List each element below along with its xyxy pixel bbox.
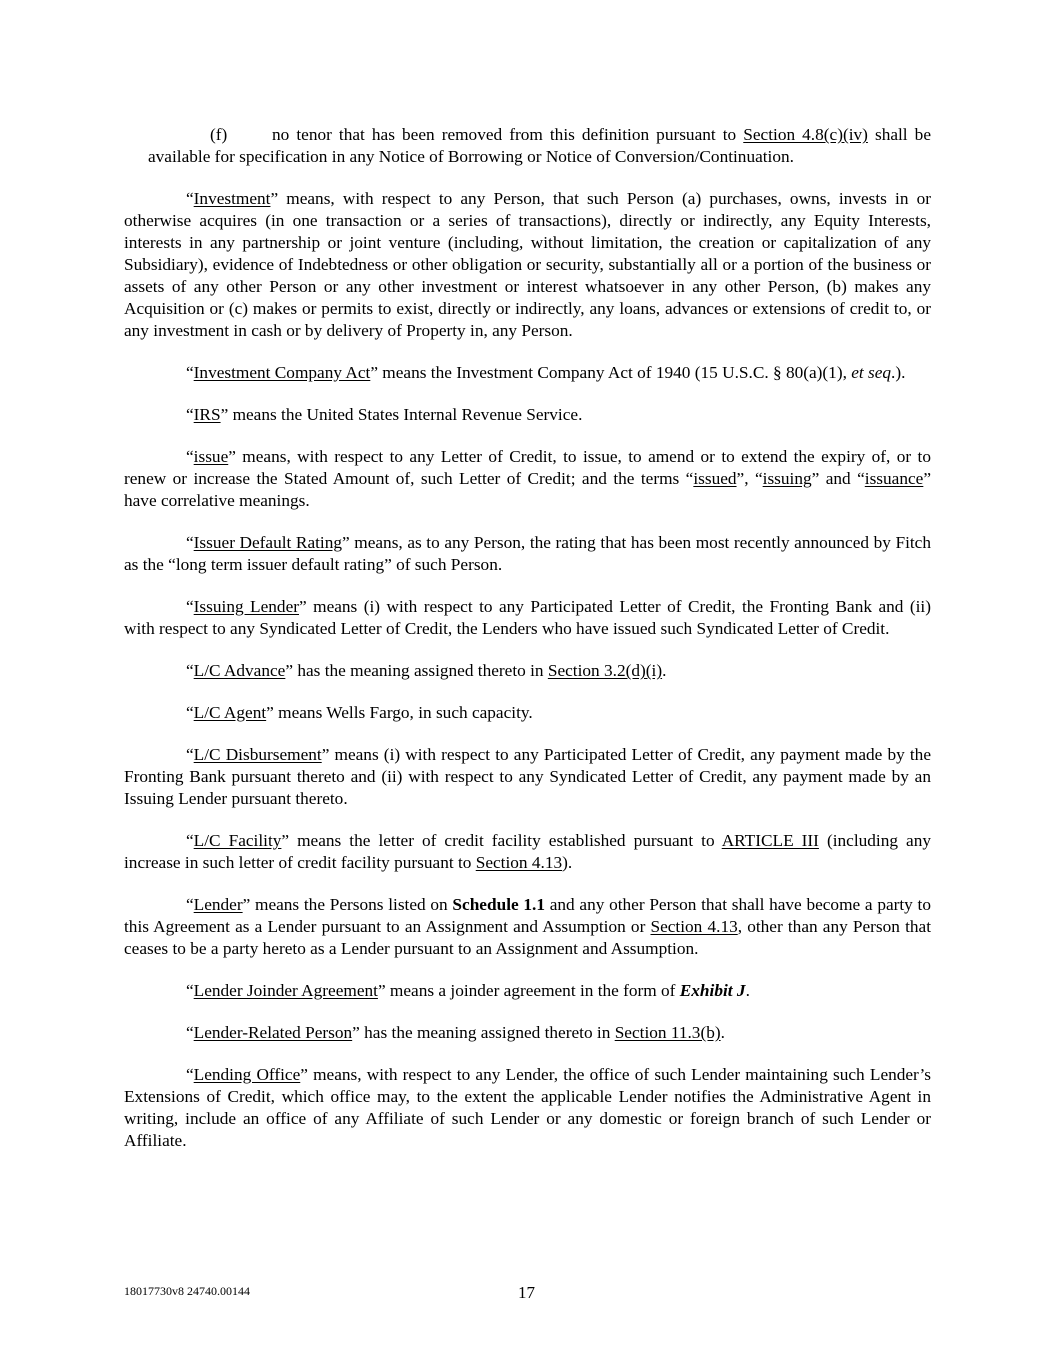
quote: ” (299, 597, 307, 616)
quote: “ (186, 189, 194, 208)
footer-document-id: 18017730v8 24740.00144 (124, 1284, 250, 1298)
article-ref-link[interactable]: ARTICLE III (721, 831, 819, 850)
defined-term: Lending Office (193, 1065, 301, 1084)
defined-term: Investment Company Act (193, 363, 371, 382)
quote: ” (220, 405, 229, 424)
defined-term: issue (193, 447, 229, 466)
quote: “ (186, 1023, 194, 1042)
definition-lc-disbursement (124, 744, 931, 810)
section-ref-link[interactable]: Section 4.13 (650, 917, 738, 936)
definition-issuer-default-rating (124, 532, 931, 576)
quote: “ (186, 831, 194, 850)
quote: ” (300, 1065, 308, 1084)
defined-term: Lender-Related Person (193, 1023, 353, 1042)
quote: ” (321, 745, 330, 764)
quote: “ (186, 1065, 194, 1084)
definition-text: ”, “ (736, 469, 763, 488)
definition-lc-advance (124, 660, 931, 682)
definition-lender-related-person (124, 1022, 931, 1044)
defined-term: IRS (193, 405, 221, 424)
section-ref-link[interactable]: Section 4.8(c)(iv) (743, 125, 868, 144)
paragraph-f (124, 124, 931, 168)
quote: ” (270, 189, 279, 208)
section-ref-link[interactable]: Section 4.13 (475, 853, 563, 872)
quote: ” (377, 981, 386, 1000)
quote: “ (186, 405, 194, 424)
quote: “ (186, 363, 194, 382)
definition-text: means the letter of credit facility established pursuant to (289, 831, 722, 850)
defined-term: Issuing Lender (193, 597, 299, 616)
quote: ” (285, 661, 294, 680)
et-seq: et seq (851, 363, 892, 382)
definition-text: ” and “ (811, 469, 865, 488)
defined-term: Investment (193, 189, 271, 208)
quote: “ (186, 703, 194, 722)
definition-text: means the Investment Company Act of 1940 (15 U.S.C. § 80(a)(1), (377, 363, 852, 382)
quote: “ (186, 895, 194, 914)
definition-text: means, with respect to any Letter of Credit, to issue, to amend or to extend the expiry of, or to renew or increase the Stated Amount of, such Letter of Credit; and the terms “ (124, 447, 931, 488)
definition-investment-company-act (124, 362, 931, 384)
defined-term-issued: issued (693, 469, 737, 488)
definition-lc-agent (124, 702, 931, 724)
definition-text: means (i) with respect to any Participated Letter of Credit, any payment made by the Fronting Bank pursuant thereto and (ii) with respect to any Syndicated Letter of Credit, any payment made by an Issuing Lender pursuant thereto. (124, 745, 931, 808)
definition-text: means Wells Fargo, in such capacity. (273, 703, 533, 722)
defined-term: L/C Disbursement (193, 745, 322, 764)
defined-term-issuing: issuing (762, 469, 812, 488)
document-body (124, 124, 931, 1172)
quote: “ (186, 533, 194, 552)
definition-lender-joinder-agreement (124, 980, 931, 1002)
exhibit-ref: Exhibit J (679, 981, 746, 1000)
clause-label: (f) (210, 125, 228, 144)
quote: “ (186, 447, 194, 466)
defined-term: Issuer Default Rating (193, 533, 343, 552)
definition-text-end: . (662, 661, 667, 680)
definition-text-end: . (720, 1023, 725, 1042)
definition-text: means, as to any Person, the rating that has been most recently announced by Fitch as the “long term issuer default rating” of such Person. (124, 533, 931, 574)
definition-text: means the United States Internal Revenue Service. (228, 405, 583, 424)
defined-term: Lender Joinder Agreement (193, 981, 378, 1000)
definition-text: has the meaning assigned thereto in (293, 661, 548, 680)
definition-issue (124, 446, 931, 512)
definition-text-end: .). (891, 363, 906, 382)
definition-text: means, with respect to any Person, that such Person (a) purchases, owns, invests in or otherwise acquires (in one transaction or a series of transactions), directly or indirectly, any Equity Interests, interests in any partnership or joint venture (including, without limitation, the creation or capitalization of any Subsidiary), evidence of Indebtedness or other obligation or security, substantially all or a portion of the business or assets of any other Person or any other investment or interest whatsoever in any other Person, (b) makes any Acquisition or (c) makes or permits to exist, directly or indirectly, any loans, advances or extensions of credit to, or any investment in cash or by delivery of Property in, any Person. (124, 189, 931, 340)
definition-text: has the meaning assigned thereto in (359, 1023, 615, 1042)
definition-lc-facility (124, 830, 931, 874)
defined-term-issuance: issuance (864, 469, 924, 488)
definition-text: means a joinder agreement in the form of (385, 981, 680, 1000)
quote: ” (342, 533, 350, 552)
definition-text: means the Persons listed on (250, 895, 453, 914)
defined-term: Lender (193, 895, 243, 914)
definition-text: and any other Person that shall have become a party to this Agreement as a Lender pursuant to an Assignment and Assumption or (124, 895, 931, 936)
definition-lender (124, 894, 931, 960)
definition-text-end: ). (562, 853, 573, 872)
quote: “ (186, 597, 194, 616)
definition-text: (including any increase in such letter of credit facility pursuant to (124, 831, 931, 872)
section-ref-link[interactable]: Section 3.2(d)(i) (547, 661, 663, 680)
quote: ” (242, 895, 251, 914)
section-ref-link[interactable]: Section 11.3(b) (614, 1023, 721, 1042)
definition-investment (124, 188, 931, 342)
definition-lending-office (124, 1064, 931, 1152)
defined-term: L/C Agent (193, 703, 267, 722)
defined-term: L/C Advance (193, 661, 286, 680)
schedule-ref: Schedule 1.1 (452, 895, 545, 914)
definition-text-end: ” have correlative meanings. (124, 469, 931, 510)
clause-text-end: shall be available for specification in any Notice of Borrowing or Notice of Conversion/Continuation. (148, 125, 931, 166)
definition-text-end: , other than any Person that ceases to be a party hereto as a Lender pursuant to an Assignment and Assumption. (124, 917, 932, 958)
definition-text-end: . (745, 981, 750, 1000)
quote: “ (186, 661, 194, 680)
quote: ” (370, 363, 378, 382)
quote: ” (228, 447, 236, 466)
clause-text: no tenor that has been removed from this definition pursuant to (272, 125, 744, 144)
quote: ” (266, 703, 274, 722)
page-number: 17 (518, 1283, 535, 1302)
defined-term: L/C Facility (193, 831, 282, 850)
quote: ” (352, 1023, 360, 1042)
definition-text: means (i) with respect to any Participated Letter of Credit, the Fronting Bank and (ii) with respect to any Syndicated Letter of Credit, the Lenders who have issued such Syndicated Letter of Credit. (124, 597, 931, 638)
definition-text: means, with respect to any Lender, the office of such Lender maintaining such Lender’s Extensions of Credit, which office may, to the extent the applicable Lender notifies the Administrative Agent in writing, include an office of any Affiliate of such Lender or any domestic or foreign branch of such Lender or Affiliate. (124, 1065, 931, 1150)
quote: “ (186, 981, 194, 1000)
definition-irs (124, 404, 931, 426)
definition-issuing-lender (124, 596, 931, 640)
quote: ” (281, 831, 290, 850)
quote: “ (186, 745, 194, 764)
